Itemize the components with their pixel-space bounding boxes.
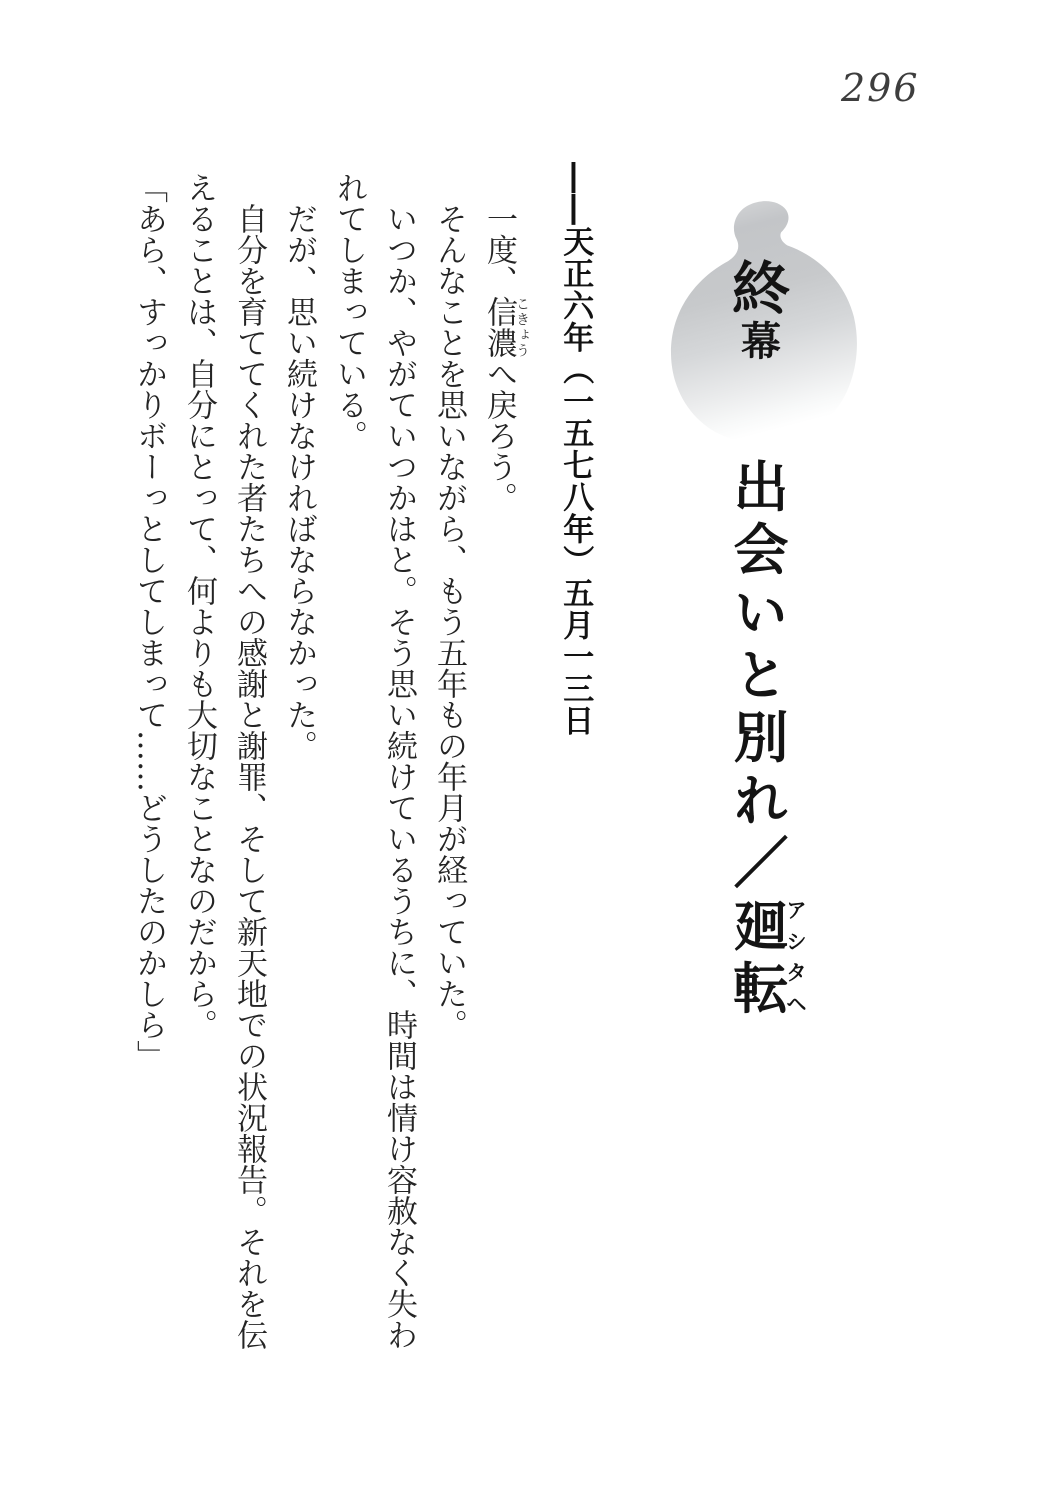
chapter-title-slash: ／ — [724, 834, 789, 897]
ornament-char-top: 終 — [731, 255, 790, 323]
shinano-ruby-reading: こきょう — [514, 296, 530, 358]
chapter-ornament-label — [668, 255, 854, 366]
page-number: 296 — [841, 66, 920, 110]
paragraph-6: 「あら、すっかりボーっとしてしまって……どうしたのかしら」 — [131, 172, 167, 1071]
ornament-char-bottom: 幕 — [741, 319, 781, 366]
chapter-date-line: ――天正六年（一五七八年）五月一三日 — [557, 162, 594, 737]
paragraph-5: 自分を育ててくれた者たちへの感謝と謝罪、そして新天地での状況報告。それを伝えることは、自分にとって、何よりも大切なことなのだから。 — [181, 172, 267, 1350]
chapter-title-ruby-base: 廻転 — [724, 896, 789, 1023]
paragraph-1-before: 一度、 — [481, 172, 517, 296]
shinano-ruby — [481, 296, 530, 358]
shinano-ruby-base: 信濃 — [481, 296, 517, 358]
paragraph-2: そんなことを思いながら、もう五年もの年月が経っていた。 — [431, 172, 467, 1040]
paragraph-1-after: へ戻ろう。 — [481, 358, 517, 513]
chapter-title-main: 出会いと別れ — [724, 458, 789, 835]
chapter-title — [726, 458, 807, 1022]
paragraph-4: だが、思い続けなければならなかった。 — [281, 172, 317, 761]
chapter-title-ruby-reading: アシタヘ — [783, 896, 808, 1023]
chapter-ornament — [668, 196, 860, 448]
paragraph-1 — [474, 172, 529, 1354]
body-text — [121, 172, 529, 1354]
paragraph-3: いつか、やがていつかはと。そう思い続けているうちに、時間は情け容赦なく失われてしまっている。 — [331, 172, 417, 1350]
chapter-title-ruby — [724, 896, 808, 1023]
